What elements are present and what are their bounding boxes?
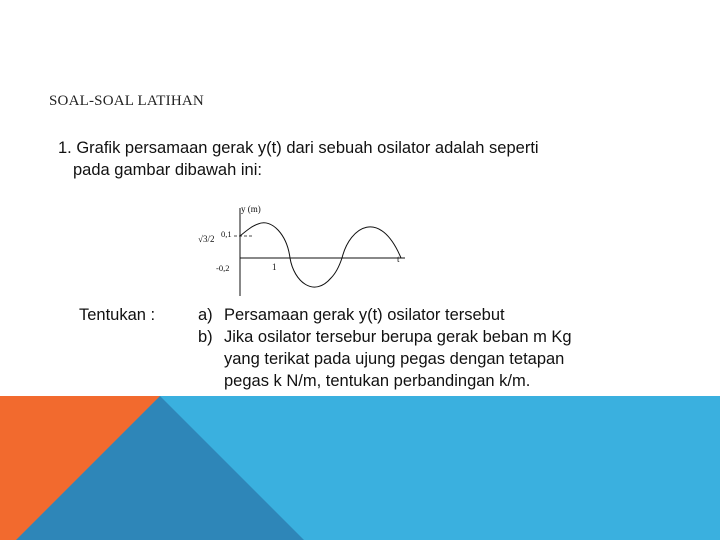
question-text — [58, 137, 618, 181]
oscillation-graph — [190, 198, 420, 298]
tasks-block — [79, 304, 639, 392]
tick-top-label: 0,1 — [221, 229, 232, 239]
task-b-label: b) — [198, 328, 213, 346]
task-b-text-2: yang terikat pada ujung pegas dengan tetapan — [224, 350, 565, 368]
task-b-text-3: pegas k N/m, tentukan perbandingan k/m. — [224, 372, 531, 390]
decorative-band — [0, 396, 720, 540]
slide-title: SOAL-SOAL LATIHAN — [49, 93, 204, 109]
sine-curve — [240, 223, 401, 287]
x-axis-label: t — [397, 254, 400, 264]
task-a-row — [79, 304, 639, 326]
task-a-label: a) — [198, 306, 213, 324]
task-b-row — [79, 326, 639, 348]
side-label: √3/2 — [198, 234, 215, 244]
task-a-text: Persamaan gerak y(t) osilator tersebut — [224, 306, 505, 324]
tick-bottom-label: -0,2 — [216, 263, 230, 273]
question-line-2: pada gambar dibawah ini: — [73, 161, 262, 179]
tick-x-label: 1 — [272, 262, 277, 272]
task-b-row-3 — [79, 370, 639, 392]
tasks-lead: Tentukan : — [79, 306, 156, 324]
y-axis-label: y (m) — [241, 204, 261, 214]
task-b-text-1: Jika osilator tersebur berupa gerak beban m Kg — [224, 328, 572, 346]
task-b-row-2 — [79, 348, 639, 370]
question-line-1: 1. Grafik persamaan gerak y(t) dari sebuah osilator adalah seperti — [58, 139, 539, 157]
